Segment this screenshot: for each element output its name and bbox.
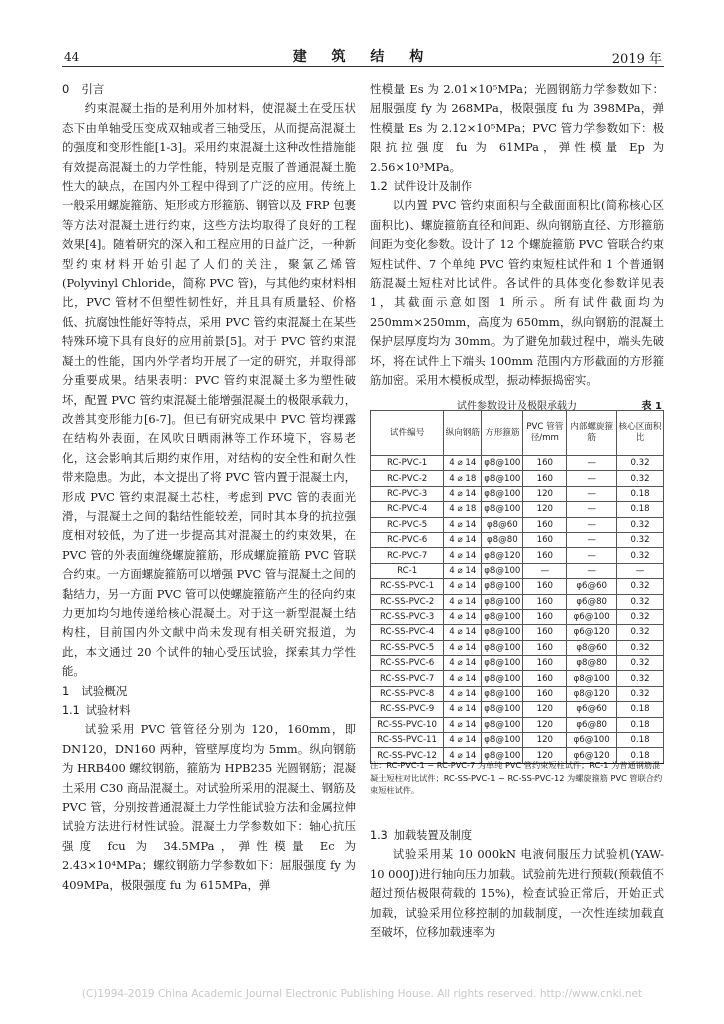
table-cell: φ8@100 (482, 471, 523, 486)
table-cell: 0.32 (617, 656, 664, 671)
table-cell: 160 (523, 640, 567, 655)
table-cell: RC-SS-PVC-5 (371, 640, 444, 655)
copyright-footer: (C)1994-2019 China Academic Journal Electronic Publishing House. All rights reserved. http://www.cnki.net (81, 988, 643, 1000)
table-row (371, 563, 664, 578)
table-cell: 4 ⌀ 14 (444, 456, 482, 471)
table-row (371, 656, 664, 671)
section-heading-1 (62, 682, 356, 701)
table-cell: 0.32 (617, 532, 664, 547)
table-cell: φ8@100 (482, 456, 523, 471)
table-cell: 160 (523, 671, 567, 686)
table-cell: — (523, 563, 567, 578)
table-cell: φ8@100 (482, 656, 523, 671)
loading-paragraph: 试验采用某 10 000kN 电液伺服压力试验机(YAW-10 000J)进行轴向压力加载。试验前先进行预载(预载值不超过预估极限荷载的 15%)，检查试验正常后，开始正式加载，试验采用位移控制的加载制度，一次性连续加载直至破坏，位移加载速率为 (370, 847, 664, 940)
table-cell: RC-PVC-2 (371, 471, 444, 486)
table-row (371, 717, 664, 732)
table-cell: φ8@100 (482, 686, 523, 701)
table-cell: φ8@100 (567, 671, 617, 686)
table-cell: φ6@100 (567, 733, 617, 748)
table-cell: 120 (523, 748, 567, 763)
table-cell: 160 (523, 609, 567, 624)
table-cell: 0.18 (617, 717, 664, 732)
table-cell: 0.32 (617, 471, 664, 486)
page-header (62, 40, 664, 67)
table-cell: 0.32 (617, 671, 664, 686)
table-cell: φ8@120 (482, 548, 523, 563)
table-row (371, 625, 664, 640)
table-cell: φ8@100 (482, 748, 523, 763)
table-cell: 160 (523, 594, 567, 609)
table-cell: φ8@100 (482, 733, 523, 748)
table-cell: 0.32 (617, 548, 664, 563)
table-cell: 160 (523, 686, 567, 701)
table-row (371, 456, 664, 471)
section-heading-intro (62, 80, 356, 99)
table-title: 试件参数设计及极限承载力 (457, 401, 577, 412)
table-cell: φ8@100 (482, 625, 523, 640)
table-cell: 0.18 (617, 486, 664, 501)
table-cell: 0.32 (617, 625, 664, 640)
table-cell: φ8@100 (482, 640, 523, 655)
table-cell: — (567, 548, 617, 563)
table-cell: 4 ⌀ 14 (444, 548, 482, 563)
table-row (371, 702, 664, 717)
table-cell: RC-SS-PVC-4 (371, 625, 444, 640)
column-header: 纵向钢筋 (444, 411, 482, 456)
subsection-heading-1-1 (62, 701, 356, 720)
table-cell: RC-SS-PVC-6 (371, 656, 444, 671)
table-row (371, 671, 664, 686)
table-cell: — (567, 563, 617, 578)
right-column-bottom (370, 826, 664, 942)
table-cell: RC-SS-PVC-10 (371, 717, 444, 732)
table-row (371, 548, 664, 563)
table-cell: — (567, 517, 617, 532)
column-header: 方形箍筋 (482, 411, 523, 456)
table-cell: 0.32 (617, 594, 664, 609)
table-cell: 4 ⌀ 14 (444, 486, 482, 501)
table-cell: 120 (523, 733, 567, 748)
table-cell: 120 (523, 486, 567, 501)
table-row (371, 609, 664, 624)
table-cell: 160 (523, 625, 567, 640)
table-cell: φ8@100 (482, 594, 523, 609)
table-cell: 4 ⌀ 14 (444, 686, 482, 701)
table-row (371, 517, 664, 532)
table-row (371, 502, 664, 517)
table-cell: 4 ⌀ 14 (444, 640, 482, 655)
table-cell: 4 ⌀ 14 (444, 733, 482, 748)
subsection-number: 1.1 (62, 704, 80, 717)
table-row (371, 532, 664, 547)
table-number: 表 1 (641, 401, 662, 412)
table-cell: 0.18 (617, 733, 664, 748)
table-cell: φ6@120 (567, 748, 617, 763)
materials-paragraph: 试验采用 PVC 管管径分别为 120，160mm，即 DN120，DN160 两种，管壁厚度均为 5mm。纵向钢筋为 HRB400 螺纹钢筋，箍筋为 HPB235 光圆钢筋；混凝土采用 C30 商品混凝土。对试验所采用的混凝土、钢筋及 PVC 管，分别按普通混凝土力学性能试验方法和金属拉伸试验方法进行材性试验。混凝土力学参数如下：轴心抗压强度 fcu 为 34.5MPa，弹性模量 Ec 为 2.43×10⁴MPa；螺纹钢筋力学参数如下：屈服强度 fy 为 409MPa，极限强度 fu 为 615MPa，弹 (62, 722, 356, 892)
table-cell: φ8@60 (567, 640, 617, 655)
subsection-title: 试验材料 (85, 704, 131, 717)
table-row (371, 594, 664, 609)
table-cell: RC-SS-PVC-2 (371, 594, 444, 609)
table-cell: φ6@80 (567, 594, 617, 609)
table-cell: φ8@100 (482, 702, 523, 717)
table-cell: RC-SS-PVC-9 (371, 702, 444, 717)
table-row (371, 471, 664, 486)
table-cell: RC-PVC-6 (371, 532, 444, 547)
table-note: 注：RC-PVC-1 ~ RC-PVC-7 为单纯 PVC 管约束短柱试件；RC-1 为普通钢筋混凝土短柱对比试件；RC-SS-PVC-1 ~ RC-SS-PVC-12 为螺旋箍筋 PVC 管联合约束短柱试件。 (370, 760, 663, 795)
table-cell: φ8@80 (482, 532, 523, 547)
subsection-number: 1.2 (370, 180, 388, 194)
table-cell: φ6@60 (567, 579, 617, 594)
subsection-number: 1.3 (370, 829, 388, 842)
materials-paragraph-continued: 性模量 Es 为 2.01×10⁵MPa；光圆钢筋力学参数如下：屈服强度 fy 为 268MPa，极限强度 fu 为 398MPa，弹性模量 Es 为 2.12×10⁵MPa；PVC 管力学参数如下：极限抗拉强度 fu 为 61MPa，弹性模量 Ep 为 2.56×10³MPa。 (370, 82, 664, 174)
table-cell: 160 (523, 456, 567, 471)
table-cell: 0.32 (617, 456, 664, 471)
journal-title: 建 筑 结 构 (292, 49, 434, 65)
table-cell: φ8@100 (482, 502, 523, 517)
section-number: 1 (62, 683, 70, 698)
table-cell: φ6@60 (567, 702, 617, 717)
table-cell: φ6@120 (567, 625, 617, 640)
table-cell: φ8@60 (482, 517, 523, 532)
subsection-heading-1-3 (370, 826, 664, 845)
table-cell: 0.18 (617, 502, 664, 517)
table-cell: 0.32 (617, 579, 664, 594)
table-cell: RC-SS-PVC-12 (371, 748, 444, 763)
subsection-title: 加载装置及制度 (393, 829, 473, 842)
table-cell: φ8@120 (567, 686, 617, 701)
specimen-parameter-table (370, 410, 664, 764)
table-cell: — (617, 563, 664, 578)
table-cell: 4 ⌀ 14 (444, 579, 482, 594)
section-number: 0 (62, 82, 70, 96)
column-header: 内部螺旋箍筋 (567, 411, 617, 456)
table-cell: φ8@100 (482, 563, 523, 578)
table-cell: 4 ⌀ 14 (444, 748, 482, 763)
table-cell: 0.32 (617, 686, 664, 701)
table-cell: 160 (523, 656, 567, 671)
table-cell: 4 ⌀ 14 (444, 625, 482, 640)
table-cell: 4 ⌀ 14 (444, 671, 482, 686)
table-cell: RC-PVC-7 (371, 548, 444, 563)
table-cell: 4 ⌀ 14 (444, 717, 482, 732)
table-cell: 4 ⌀ 14 (444, 563, 482, 578)
table-cell: RC-PVC-5 (371, 517, 444, 532)
table-cell: RC-SS-PVC-7 (371, 671, 444, 686)
table-cell: φ8@100 (482, 671, 523, 686)
table-cell: 160 (523, 517, 567, 532)
table-cell: RC-PVC-1 (371, 456, 444, 471)
table-cell: φ6@80 (567, 717, 617, 732)
table-cell: 0.18 (617, 748, 664, 763)
subsection-heading-1-2 (370, 177, 664, 196)
page-number: 44 (64, 50, 80, 64)
section-title: 试验概况 (81, 683, 128, 698)
table-cell: 4 ⌀ 14 (444, 702, 482, 717)
table-cell: φ8@100 (482, 609, 523, 624)
publication-year: 2019 年 (611, 52, 662, 67)
table-cell: RC-PVC-4 (371, 502, 444, 517)
table-cell: RC-SS-PVC-3 (371, 609, 444, 624)
table-cell: φ8@80 (567, 656, 617, 671)
table-cell: 4 ⌀ 14 (444, 532, 482, 547)
table-cell: φ8@100 (482, 579, 523, 594)
table-cell: — (567, 456, 617, 471)
table-cell: RC-SS-PVC-8 (371, 686, 444, 701)
table-cell: 0.32 (617, 640, 664, 655)
table-cell: — (567, 471, 617, 486)
table-cell: 4 ⌀ 14 (444, 594, 482, 609)
table-cell: — (567, 502, 617, 517)
table-cell: RC-SS-PVC-1 (371, 579, 444, 594)
table-cell: 0.18 (617, 702, 664, 717)
table-cell: 0.32 (617, 609, 664, 624)
table-cell: φ6@100 (567, 609, 617, 624)
column-header: 试件编号 (371, 411, 444, 456)
table-cell: 120 (523, 502, 567, 517)
table-row (371, 579, 664, 594)
table-cell: 160 (523, 548, 567, 563)
table-cell: RC-SS-PVC-11 (371, 733, 444, 748)
table-cell: 120 (523, 702, 567, 717)
table-row (371, 686, 664, 701)
table-cell: 160 (523, 471, 567, 486)
specimen-design-paragraph: 以内置 PVC 管约束面积与全截面面积比(简称核心区面积比)、螺旋箍筋直径和间距、纵向钢筋直径、方形箍筋间距为变化参数。设计了 12 个螺旋箍筋 PVC 管联合约束短柱试件、7 个单纯 PVC 管约束短柱试件和 1 个普通钢筋混凝土短柱对比试件。各试件的具体变化参数详见表 1，其截面示意如图 1 所示。所有试件截面均为 250mm×250mm，高度为 650mm，纵向钢筋的混凝土保护层厚度均为 30mm。为了避免加载过程中，端头先破坏，将在试件上下端头 100mm 范围内方形截面的方形箍筋加密。采用木模板成型，振动棒振捣密实。 (370, 198, 664, 388)
table-cell: 0.32 (617, 517, 664, 532)
table-cell: 120 (523, 717, 567, 732)
table-row (371, 733, 664, 748)
intro-paragraph: 约束混凝土指的是利用外加材料，使混凝土在受压状态下由单轴受压变成双轴或者三轴受压，从而提高混凝土的强度和变形性能[1-3]。采用约束混凝土这种改性措施能有效提高混凝土的力学性能，特别是克服了普通混凝土脆性大的缺点，在国内外工程中得到了广泛的应用。传统上一般采用螺旋箍筋、矩形或方形箍筋、钢管以及 FRP 包裹等方法对混凝土进行约束，这些方法均取得了良好的工程效果[4]。随着研究的深入和工程应用的日益广泛，一种新型约束材料开始引起了人们的关注，聚氯乙烯管(Polyvinyl Chloride，简称 PVC 管)，与其他约束材料相比，PVC 管材不但塑性韧性好，并且具有质量轻、价格低、抗腐蚀性能好等特点，采用 PVC 管约束混凝土在某些特殊环境下具有良好的应用前景[5]。对于 PVC 管约束混凝土的性能，国内外学者均开展了一定的研究，并取得部分重要成果。结果表明：PVC 管约束混凝土多为塑性破坏，配置 PVC 管约束混凝土能增强混凝土的极限承载力，改善其变形能力[6-7]。但已有研究成果中 PVC 管均裸露在结构外表面，在风吹日晒雨淋等工作环境下，容易老化，这会影响其后期约束作用，对结构的安全性和耐久性带来隐患。为此，本文提出了将 PVC 管内置于混凝土内，形成 PVC 管约束混凝土芯柱，考虑到 PVC 管的表面光滑，与混凝土之间的黏结性能较差，同时其本身的抗拉强度相对较低，为了进一步提高其对混凝土的约束效果，在 PVC 管的外表面缠绕螺旋箍筋，形成螺旋箍筋 PVC 管联合约束。一方面螺旋箍筋可以增强 PVC 管与混凝土之间的黏结力，另一方面 PVC 管可以使螺旋箍筋产生的径向约束力更加均匀地传递给核心混凝土。对于这一新型混凝土结构柱，目前国内外文献中尚未发现有相关研究报道，为此，本文通过 20 个试件的轴心受压试验，探索其力学性能。 (62, 101, 356, 679)
table-row (371, 640, 664, 655)
table-cell: — (567, 532, 617, 547)
section-title: 引言 (81, 82, 105, 96)
right-column-top (370, 80, 664, 391)
table-cell: 4 ⌀ 14 (444, 609, 482, 624)
table-cell: φ8@100 (482, 486, 523, 501)
table-body (371, 456, 664, 764)
table-cell: RC-PVC-3 (371, 486, 444, 501)
table-cell: RC-1 (371, 563, 444, 578)
table-row (371, 486, 664, 501)
table-cell: 4 ⌀ 14 (444, 656, 482, 671)
column-header: 核心区面积比 (617, 411, 664, 456)
subsection-title: 试件设计及制作 (393, 180, 473, 194)
table-cell: 4 ⌀ 14 (444, 517, 482, 532)
table-cell: 160 (523, 532, 567, 547)
table-cell: — (567, 486, 617, 501)
table-cell: 4 ⌀ 18 (444, 502, 482, 517)
table-cell: φ8@100 (482, 717, 523, 732)
table-cell: 160 (523, 579, 567, 594)
table-cell: 4 ⌀ 18 (444, 471, 482, 486)
table-header-row (371, 411, 664, 456)
column-header: PVC 管管径/mm (523, 411, 567, 456)
left-column (62, 80, 356, 895)
